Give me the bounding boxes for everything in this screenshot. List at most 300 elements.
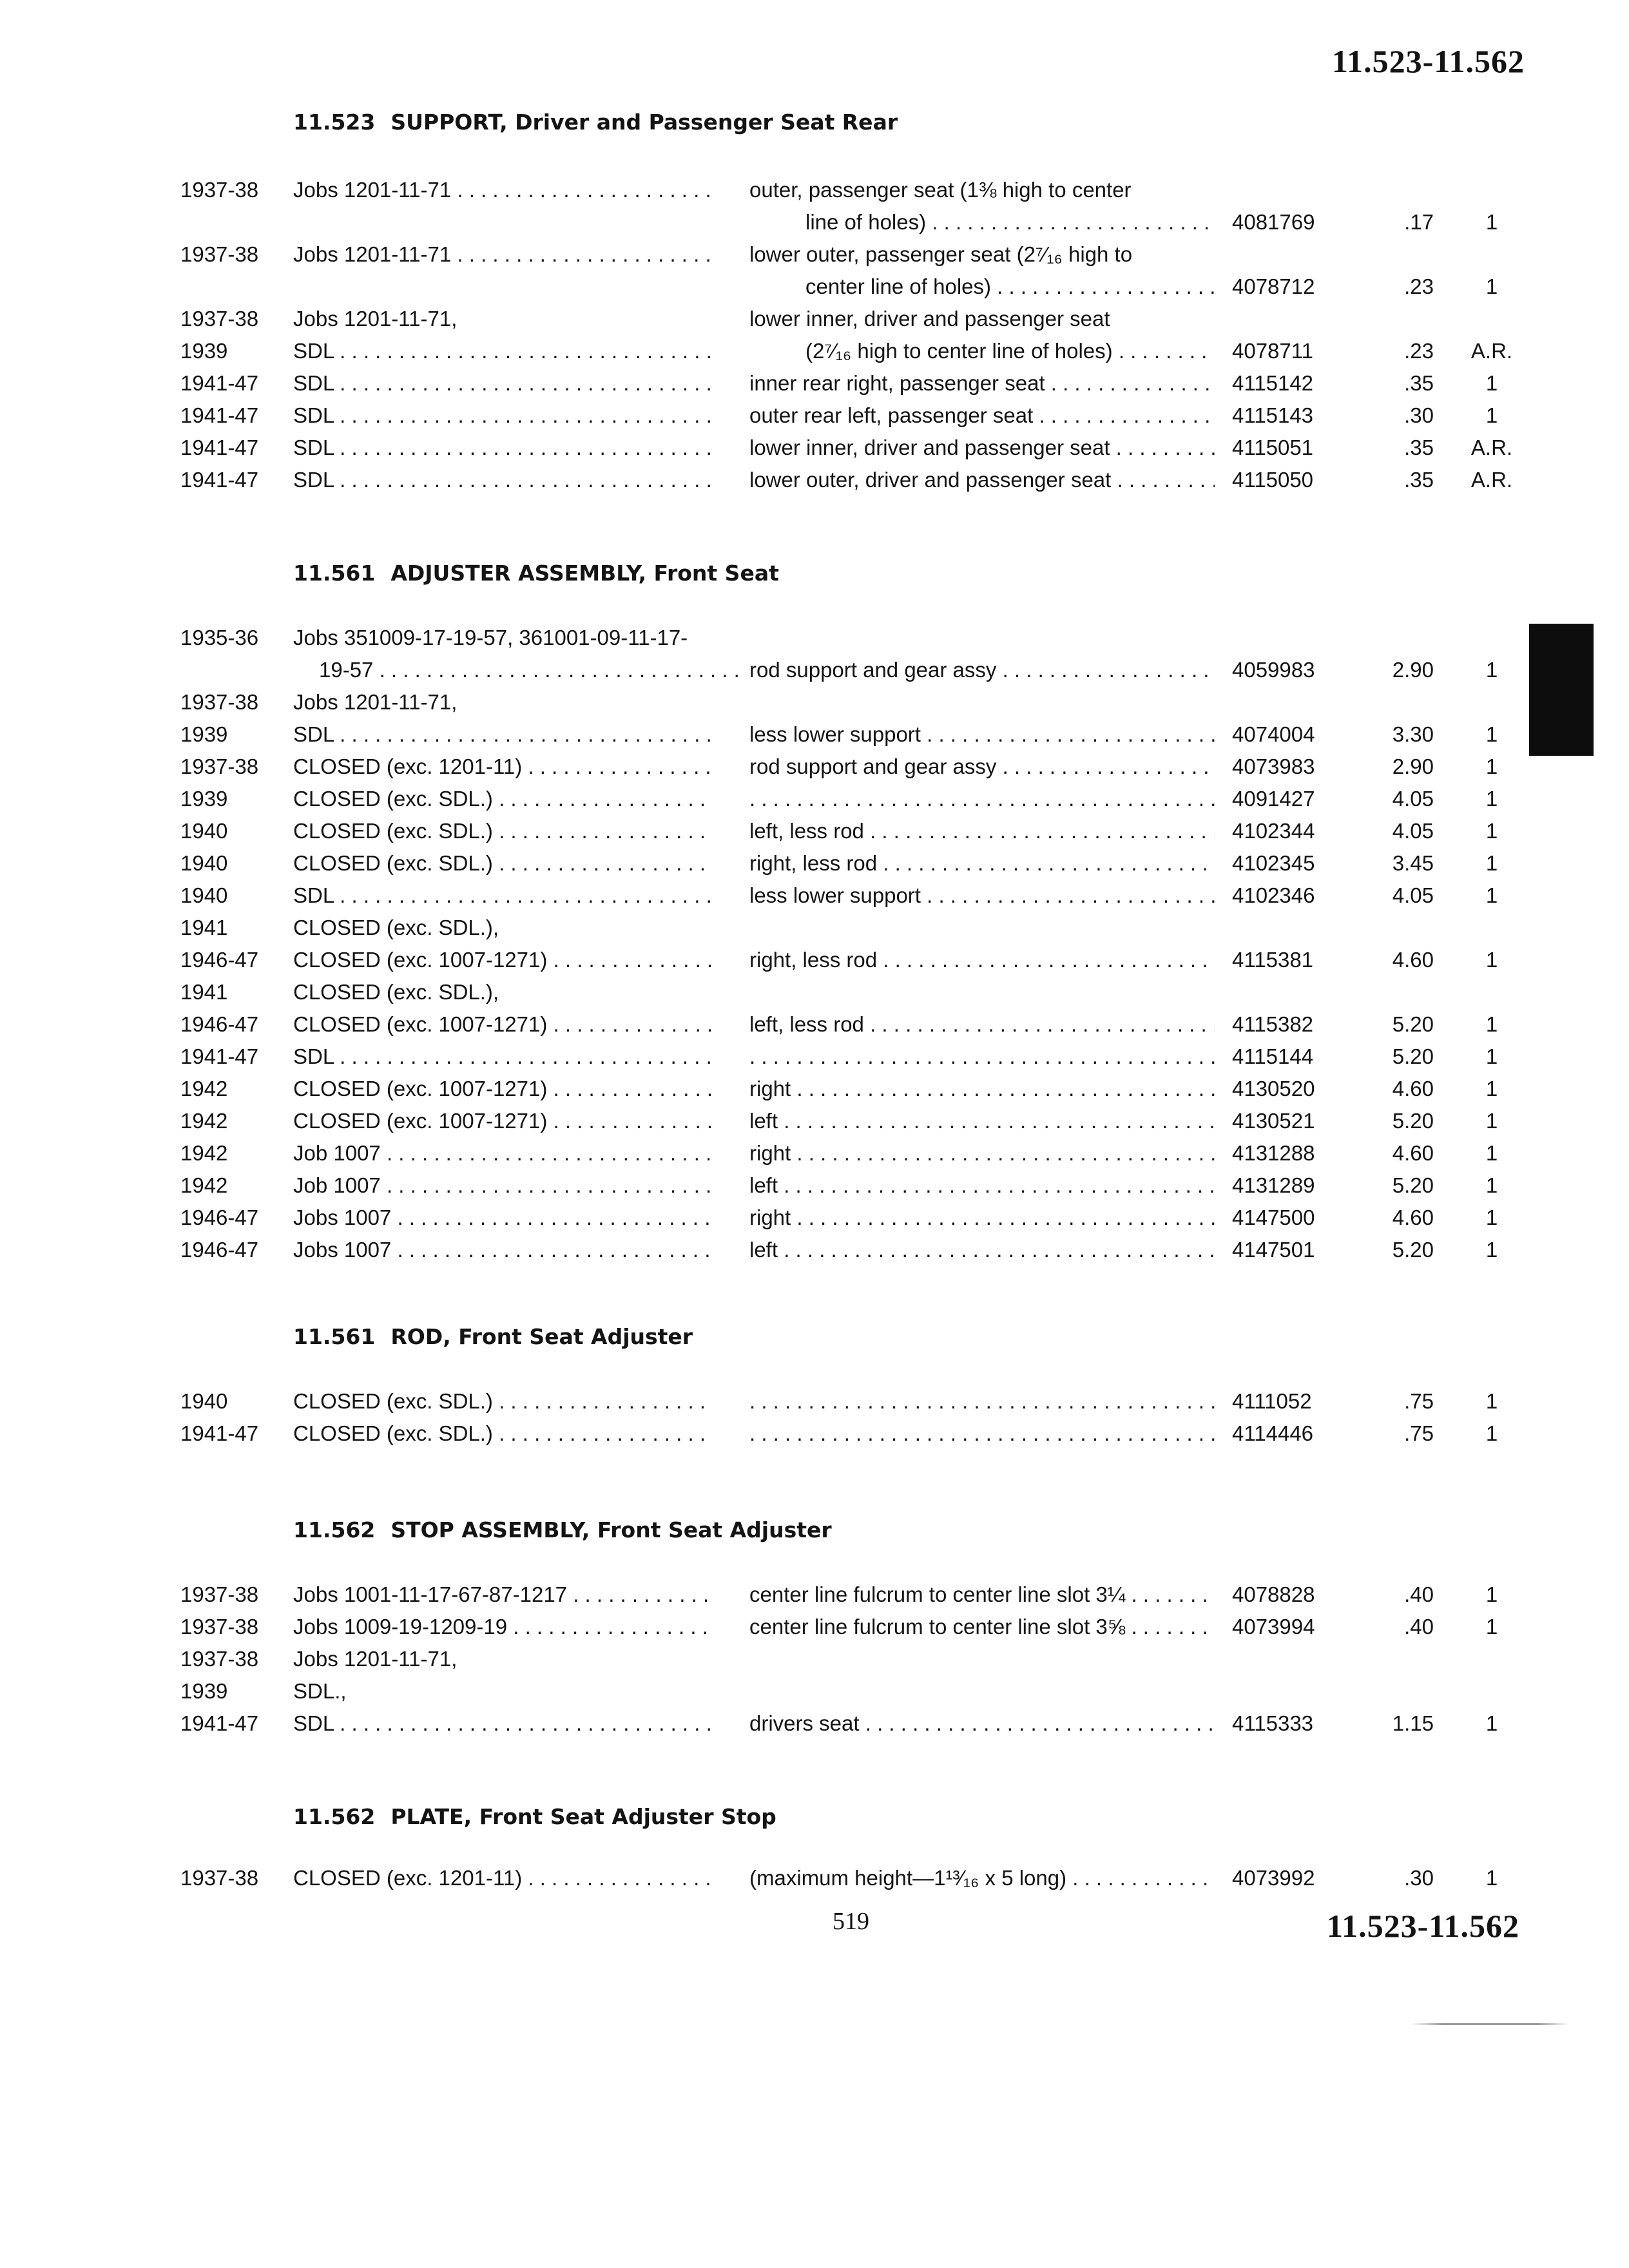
quantity-cell-text: 1 — [1485, 403, 1498, 427]
quantity-cell-text: 1 — [1485, 1173, 1498, 1197]
quantity-cell — [1456, 1234, 1527, 1266]
part-number-cell-text: 4115333 — [1232, 1711, 1314, 1735]
price-cell — [1363, 847, 1434, 879]
part-number-cell — [1232, 1105, 1354, 1137]
application-cell-text: Jobs 1201-11-71, — [293, 307, 458, 331]
table-row — [0, 335, 1629, 367]
part-number-cell-text: 4115382 — [1232, 1012, 1314, 1036]
part-number-cell — [1232, 271, 1354, 303]
application-cell — [293, 1008, 712, 1041]
quantity-cell-text: 1 — [1485, 1206, 1498, 1229]
year-cell — [180, 1234, 258, 1266]
quantity-cell — [1456, 944, 1527, 976]
description-cell — [805, 335, 1215, 367]
part-number-cell-text: 4102346 — [1232, 883, 1315, 907]
application-cell-text: Jobs 351009-17-19-57, 361001-09-11-17- — [293, 626, 688, 649]
application-cell-text: CLOSED (exc. 1007-1271) — [293, 1012, 548, 1036]
year-cell-text: 1941-47 — [180, 468, 259, 492]
quantity-cell-text: 1 — [1485, 722, 1498, 746]
application-cell-text: Job 1007 — [293, 1173, 381, 1197]
price-cell-text: 1.15 — [1392, 1711, 1434, 1735]
part-number-cell — [1232, 1041, 1354, 1073]
quantity-cell — [1456, 815, 1527, 847]
year-cell — [180, 1579, 258, 1611]
description-cell — [749, 1579, 1215, 1611]
price-cell-text: 3.45 — [1392, 851, 1434, 875]
price-cell — [1363, 1385, 1434, 1418]
quantity-cell-text: 1 — [1485, 1012, 1498, 1036]
year-cell — [180, 879, 227, 912]
application-cell-text: SDL — [293, 722, 334, 746]
part-number-cell — [1232, 1611, 1354, 1643]
quantity-cell — [1456, 783, 1527, 815]
year-cell — [180, 1041, 258, 1073]
description-cell-text: outer, passenger seat (1⅜ high to center — [749, 178, 1132, 202]
description-cell — [749, 399, 1215, 432]
year-cell-text: 1940 — [180, 819, 228, 843]
year-cell — [180, 1008, 258, 1041]
description-cell-text: drivers seat — [749, 1711, 860, 1735]
table-row — [0, 1169, 1629, 1202]
year-cell — [180, 718, 227, 751]
quantity-cell-text: 1 — [1485, 1238, 1498, 1262]
part-number-cell — [1232, 847, 1354, 879]
application-cell-text: CLOSED (exc. SDL.) — [293, 1389, 493, 1413]
quantity-cell-text: 1 — [1485, 1582, 1498, 1606]
application-cell-text: CLOSED (exc. 1201-11) — [293, 754, 523, 778]
quantity-cell — [1456, 1105, 1527, 1137]
table-row — [0, 1611, 1629, 1643]
part-number-cell — [1232, 1862, 1354, 1894]
side-index-tab — [1529, 624, 1594, 756]
part-number-cell — [1232, 399, 1354, 432]
year-cell-text: 1937-38 — [180, 1615, 259, 1639]
quantity-cell-text: 1 — [1485, 1866, 1498, 1890]
section-number: 11.562 — [293, 1517, 376, 1542]
price-cell — [1363, 879, 1434, 912]
price-cell — [1363, 1137, 1434, 1169]
year-cell-text: 1939 — [180, 1679, 228, 1703]
application-cell — [293, 1675, 712, 1707]
price-cell-text: 4.05 — [1392, 787, 1434, 811]
application-cell — [293, 1202, 712, 1234]
section-number: 11.561 — [293, 1324, 376, 1349]
quantity-cell — [1456, 1137, 1527, 1169]
application-cell-text: CLOSED (exc. SDL.) — [293, 787, 493, 811]
year-cell-text: 1941-47 — [180, 403, 259, 427]
quantity-cell — [1456, 847, 1527, 879]
part-number-cell — [1232, 432, 1354, 464]
quantity-cell — [1456, 1862, 1527, 1894]
price-cell — [1363, 718, 1434, 751]
year-cell — [180, 367, 258, 399]
description-cell-text: line of holes) — [805, 210, 927, 234]
price-cell-text: 4.05 — [1392, 883, 1434, 907]
quantity-cell-text: 1 — [1485, 819, 1498, 843]
quantity-cell — [1456, 879, 1527, 912]
part-number-cell — [1232, 783, 1354, 815]
quantity-cell-text: A.R. — [1470, 339, 1513, 363]
year-cell-text: 1941-47 — [180, 1421, 259, 1445]
section-heading: STOP ASSEMBLY, Front Seat Adjuster — [390, 1517, 832, 1542]
price-cell — [1363, 1707, 1434, 1740]
part-number-cell — [1232, 1418, 1354, 1450]
quantity-cell — [1456, 1611, 1527, 1643]
application-cell — [293, 174, 712, 206]
description-cell — [749, 718, 1215, 751]
description-cell — [805, 206, 1215, 238]
part-number-cell — [1232, 1169, 1354, 1202]
quantity-cell — [1456, 367, 1527, 399]
table-row — [0, 1675, 1629, 1707]
description-cell — [749, 879, 1215, 912]
price-cell-text: .75 — [1404, 1389, 1434, 1413]
header-section-range: 11.523-11.562 — [1331, 43, 1525, 79]
application-cell-text: SDL — [293, 339, 334, 363]
application-cell-text: Jobs 1201-11-71, — [293, 690, 458, 714]
description-cell-text: rod support and gear assy — [749, 658, 997, 682]
description-cell — [749, 1418, 1215, 1450]
description-cell — [749, 1862, 1215, 1894]
year-cell — [180, 751, 258, 783]
year-cell — [180, 174, 258, 206]
section-heading: ADJUSTER ASSEMBLY, Front Seat — [390, 561, 779, 586]
year-cell — [180, 1073, 227, 1105]
year-cell-text: 1946-47 — [180, 1238, 259, 1262]
table-row — [0, 1008, 1629, 1041]
year-cell-text: 1942 — [180, 1141, 228, 1165]
page-number: 519 — [833, 1908, 869, 1935]
year-cell — [180, 1862, 258, 1894]
table-row — [0, 1073, 1629, 1105]
section-title — [293, 561, 779, 586]
part-number-cell — [1232, 1137, 1354, 1169]
price-cell — [1363, 815, 1434, 847]
application-cell — [293, 1579, 712, 1611]
part-number-cell — [1232, 944, 1354, 976]
application-cell-text: CLOSED (exc. SDL.) — [293, 851, 493, 875]
description-cell — [749, 367, 1215, 399]
price-cell-text: .35 — [1404, 468, 1434, 492]
part-number-cell — [1232, 335, 1354, 367]
section-title — [293, 110, 898, 135]
description-cell-text: inner rear right, passenger seat — [749, 371, 1045, 395]
quantity-cell-text: 1 — [1485, 1711, 1498, 1735]
table-row — [0, 815, 1629, 847]
part-number-cell-text: 4115143 — [1232, 403, 1314, 427]
year-cell-text: 1937-38 — [180, 307, 259, 331]
part-number-cell — [1232, 206, 1354, 238]
part-number-cell — [1232, 751, 1354, 783]
quantity-cell-text: 1 — [1485, 658, 1498, 682]
application-cell-text: SDL — [293, 403, 334, 427]
application-cell — [293, 718, 712, 751]
year-cell-text: 1941-47 — [180, 1044, 259, 1068]
description-cell — [749, 815, 1215, 847]
price-cell-text: 5.20 — [1392, 1012, 1434, 1036]
application-cell-text: SDL — [293, 436, 334, 459]
price-cell-text: 3.30 — [1392, 722, 1434, 746]
part-number-cell-text: 4130521 — [1232, 1109, 1315, 1133]
year-cell — [180, 1169, 227, 1202]
year-cell — [180, 399, 258, 432]
price-cell — [1363, 1169, 1434, 1202]
quantity-cell — [1456, 206, 1527, 238]
price-cell-text: .40 — [1404, 1615, 1434, 1639]
application-cell-text: SDL — [293, 371, 334, 395]
quantity-cell-text: 1 — [1485, 210, 1498, 234]
price-cell-text: .17 — [1404, 210, 1434, 234]
application-cell — [293, 976, 712, 1008]
section-title — [293, 1804, 776, 1829]
year-cell — [180, 912, 227, 944]
part-number-cell — [1232, 718, 1354, 751]
price-cell — [1363, 1041, 1434, 1073]
part-number-cell-text: 4091427 — [1232, 787, 1315, 811]
quantity-cell — [1456, 271, 1527, 303]
description-cell-text: outer rear left, passenger seat — [749, 403, 1034, 427]
year-cell-text: 1941-47 — [180, 371, 259, 395]
description-cell — [749, 432, 1215, 464]
part-number-cell — [1232, 464, 1354, 496]
application-cell — [293, 751, 712, 783]
quantity-cell-text: 1 — [1485, 274, 1498, 298]
part-number-cell-text: 4102344 — [1232, 819, 1315, 843]
price-cell-text: 5.20 — [1392, 1109, 1434, 1133]
table-row — [0, 718, 1629, 751]
table-row — [0, 751, 1629, 783]
application-cell-text: Jobs 1201-11-71, — [293, 1647, 458, 1671]
description-cell — [749, 1073, 1215, 1105]
year-cell-text: 1941-47 — [180, 1711, 259, 1735]
price-cell — [1363, 1008, 1434, 1041]
application-cell — [293, 1234, 712, 1266]
part-number-cell — [1232, 1008, 1354, 1041]
year-cell-text: 1935-36 — [180, 626, 259, 649]
table-row — [0, 367, 1629, 399]
part-number-cell-text: 4073983 — [1232, 754, 1315, 778]
price-cell — [1363, 206, 1434, 238]
year-cell — [180, 1675, 227, 1707]
application-cell-text: CLOSED (exc. SDL.), — [293, 916, 499, 939]
price-cell — [1363, 1862, 1434, 1894]
price-cell-text: 4.60 — [1392, 1206, 1434, 1229]
quantity-cell — [1456, 1202, 1527, 1234]
price-cell — [1363, 751, 1434, 783]
quantity-cell — [1456, 1073, 1527, 1105]
table-row — [0, 1105, 1629, 1137]
part-number-cell — [1232, 815, 1354, 847]
year-cell-text: 1937-38 — [180, 754, 259, 778]
quantity-cell-text: 1 — [1485, 754, 1498, 778]
table-row — [0, 206, 1629, 238]
description-cell — [749, 464, 1215, 496]
price-cell — [1363, 1611, 1434, 1643]
application-cell-text: SDL — [293, 1044, 334, 1068]
year-cell-text: 1946-47 — [180, 1012, 259, 1036]
price-cell-text: 4.60 — [1392, 1141, 1434, 1165]
part-number-cell-text: 4131288 — [1232, 1141, 1315, 1165]
description-cell-text: left — [749, 1109, 778, 1133]
description-cell — [749, 1169, 1215, 1202]
price-cell-text: 5.20 — [1392, 1173, 1434, 1197]
part-number-cell — [1232, 1707, 1354, 1740]
application-cell — [293, 1418, 712, 1450]
part-number-cell-text: 4059983 — [1232, 658, 1315, 682]
quantity-cell-text: A.R. — [1470, 436, 1513, 459]
part-number-cell-text: 4078711 — [1232, 339, 1314, 363]
application-cell — [293, 432, 712, 464]
description-cell-text: left — [749, 1238, 778, 1262]
table-row — [0, 464, 1629, 496]
application-cell — [293, 783, 712, 815]
table-row — [0, 622, 1629, 654]
year-cell — [180, 1707, 258, 1740]
application-cell — [293, 1137, 712, 1169]
quantity-cell-text: 1 — [1485, 787, 1498, 811]
quantity-cell — [1456, 1579, 1527, 1611]
price-cell — [1363, 1105, 1434, 1137]
application-cell-text: Jobs 1007 — [293, 1206, 392, 1229]
part-number-cell-text: 4073992 — [1232, 1866, 1315, 1890]
quantity-cell-text: 1 — [1485, 1389, 1498, 1413]
part-number-cell-text: 4111052 — [1232, 1389, 1312, 1413]
quantity-cell — [1456, 432, 1527, 464]
application-cell-text: Job 1007 — [293, 1141, 381, 1165]
quantity-cell-text: 1 — [1485, 851, 1498, 875]
quantity-cell — [1456, 718, 1527, 751]
description-cell-text: right, less rod — [749, 851, 878, 875]
price-cell-text: 4.60 — [1392, 1077, 1434, 1100]
table-row — [0, 1418, 1629, 1450]
quantity-cell-text: 1 — [1485, 1044, 1498, 1068]
year-cell-text: 1940 — [180, 1389, 228, 1413]
description-cell-text: less lower support — [749, 722, 921, 746]
table-row — [0, 1041, 1629, 1073]
year-cell-text: 1942 — [180, 1109, 228, 1133]
price-cell — [1363, 944, 1434, 976]
description-cell-text: left, less rod — [749, 819, 864, 843]
description-cell-text: center line of holes) — [805, 274, 991, 298]
description-cell-text: rod support and gear assy — [749, 754, 997, 778]
year-cell-text: 1940 — [180, 883, 228, 907]
application-cell-text: CLOSED (exc. SDL.) — [293, 1421, 493, 1445]
application-cell-text: SDL — [293, 468, 334, 492]
description-cell-text: right — [749, 1077, 791, 1100]
price-cell-text: .75 — [1404, 1421, 1434, 1445]
application-cell — [293, 1611, 712, 1643]
description-cell-text: less lower support — [749, 883, 921, 907]
part-number-cell-text: 4078712 — [1232, 274, 1315, 298]
application-cell — [293, 847, 712, 879]
price-cell — [1363, 367, 1434, 399]
description-cell — [749, 1137, 1215, 1169]
quantity-cell-text: A.R. — [1470, 468, 1513, 492]
application-cell-text: CLOSED (exc. 1007-1271) — [293, 1077, 548, 1100]
part-number-cell-text: 4115144 — [1232, 1044, 1314, 1068]
table-row — [0, 912, 1629, 944]
description-cell — [749, 1105, 1215, 1137]
price-cell-text: .40 — [1404, 1582, 1434, 1606]
part-number-cell — [1232, 1234, 1354, 1266]
year-cell — [180, 303, 258, 335]
footer-section-range: 11.523-11.562 — [1326, 1908, 1519, 1944]
part-number-cell-text: 4115381 — [1232, 948, 1314, 972]
description-cell — [749, 783, 1215, 815]
price-cell — [1363, 1202, 1434, 1234]
year-cell-text: 1941-47 — [180, 436, 259, 459]
price-cell — [1363, 464, 1434, 496]
table-row — [0, 174, 1629, 206]
year-cell-text: 1941 — [180, 980, 228, 1004]
application-cell — [293, 944, 712, 976]
application-cell — [293, 686, 712, 718]
part-number-cell-text: 4081769 — [1232, 210, 1315, 234]
year-cell — [180, 976, 227, 1008]
part-number-cell-text: 4130520 — [1232, 1077, 1315, 1100]
description-cell — [749, 174, 1215, 206]
description-cell-text: right — [749, 1206, 791, 1229]
table-row — [0, 1643, 1629, 1675]
section-heading: SUPPORT, Driver and Passenger Seat Rear — [390, 110, 898, 135]
application-cell — [293, 1105, 712, 1137]
section-title — [293, 1324, 693, 1349]
price-cell-text: 5.20 — [1392, 1238, 1434, 1262]
table-row — [0, 879, 1629, 912]
table-row — [0, 238, 1629, 271]
table-row — [0, 271, 1629, 303]
description-cell-text: (2⁷⁄₁₆ high to center line of holes) — [805, 339, 1113, 363]
table-row — [0, 783, 1629, 815]
table-row — [0, 976, 1629, 1008]
description-cell — [749, 1202, 1215, 1234]
application-cell-text: CLOSED (exc. 1201-11) — [293, 1866, 523, 1890]
description-cell-text: left — [749, 1173, 778, 1197]
price-cell-text: .23 — [1404, 274, 1434, 298]
application-cell — [293, 367, 712, 399]
year-cell-text: 1942 — [180, 1173, 228, 1197]
year-cell-text: 1937-38 — [180, 1647, 259, 1671]
year-cell-text: 1937-38 — [180, 1866, 259, 1890]
year-cell — [180, 1385, 227, 1418]
application-cell — [293, 815, 712, 847]
description-cell-text: right — [749, 1141, 791, 1165]
part-number-cell-text: 4073994 — [1232, 1615, 1315, 1639]
table-row — [0, 1137, 1629, 1169]
year-cell — [180, 464, 258, 496]
description-cell-text: lower outer, passenger seat (2⁷⁄₁₆ high to — [749, 242, 1133, 266]
description-cell — [749, 1707, 1215, 1740]
year-cell — [180, 944, 258, 976]
quantity-cell — [1456, 464, 1527, 496]
year-cell — [180, 622, 258, 654]
table-row — [0, 1234, 1629, 1266]
year-cell-text: 1942 — [180, 1077, 228, 1100]
price-cell — [1363, 432, 1434, 464]
quantity-cell — [1456, 1418, 1527, 1450]
year-cell — [180, 847, 227, 879]
scan-artifact-line — [1411, 2023, 1569, 2025]
quantity-cell — [1456, 1008, 1527, 1041]
part-number-cell — [1232, 654, 1354, 686]
quantity-cell — [1456, 335, 1527, 367]
application-cell-text: SDL., — [293, 1679, 347, 1703]
year-cell-text: 1937-38 — [180, 1582, 259, 1606]
application-cell-text: SDL — [293, 1711, 334, 1735]
quantity-cell-text: 1 — [1485, 948, 1498, 972]
year-cell-text: 1939 — [180, 722, 228, 746]
table-row — [0, 944, 1629, 976]
